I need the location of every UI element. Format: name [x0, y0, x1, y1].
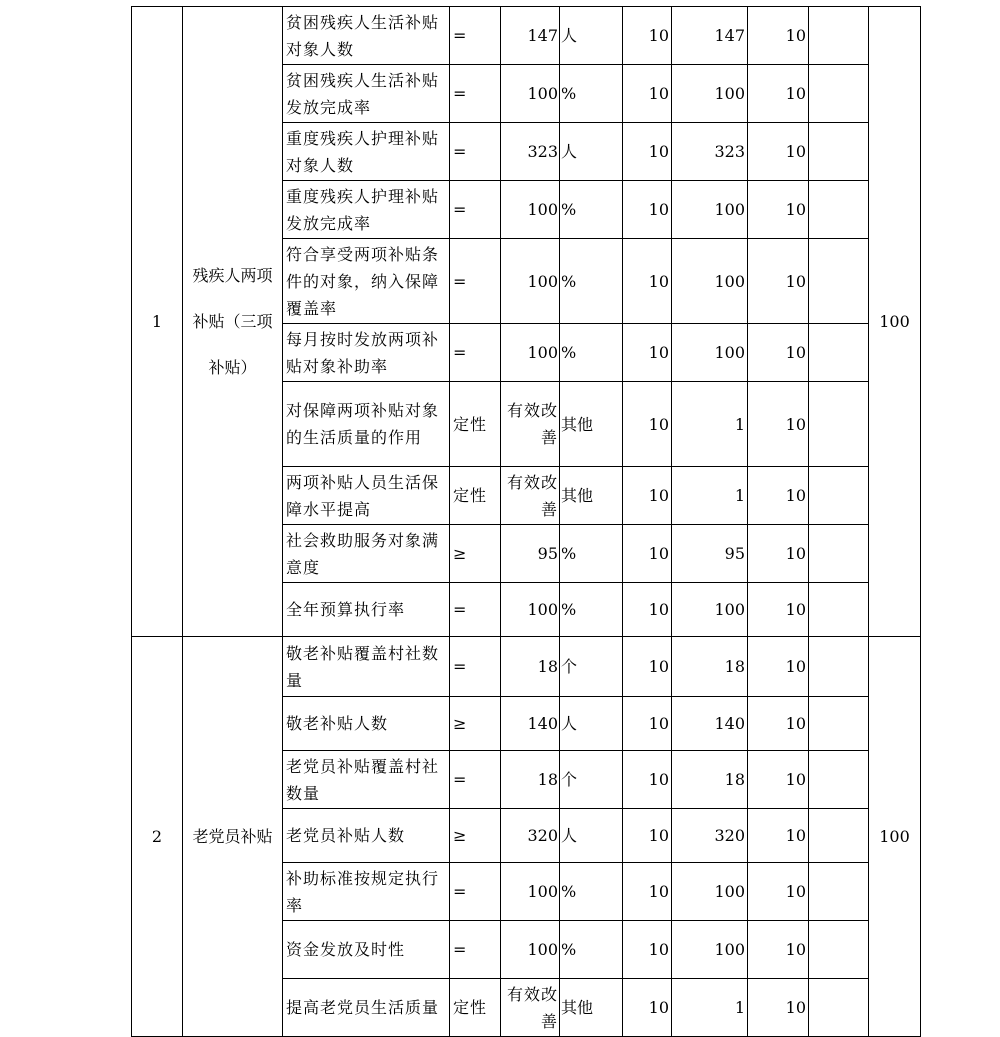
- target-value-cell: 147: [501, 7, 560, 65]
- score-cell: 10: [748, 382, 809, 467]
- weight-cell: 10: [623, 239, 672, 324]
- note-cell: [809, 583, 869, 637]
- performance-table: [131, 6, 921, 1037]
- row-number-cell: 1: [132, 7, 183, 637]
- weight-cell: 10: [623, 181, 672, 239]
- score-cell: 10: [748, 921, 809, 979]
- operator-cell: =: [450, 863, 501, 921]
- note-cell: [809, 65, 869, 123]
- indicator-cell: 符合享受两项补贴条件的对象，纳入保障覆盖率: [283, 239, 450, 324]
- target-value-cell: 320: [501, 809, 560, 863]
- operator-cell: =: [450, 123, 501, 181]
- score-cell: 10: [748, 7, 809, 65]
- weight-cell: 10: [623, 863, 672, 921]
- actual-value-cell: 100: [672, 181, 748, 239]
- score-cell: 10: [748, 697, 809, 751]
- actual-value-cell: 320: [672, 809, 748, 863]
- score-cell: 10: [748, 583, 809, 637]
- target-value-cell: 有效改善: [501, 467, 560, 525]
- actual-value-cell: 18: [672, 751, 748, 809]
- target-value-cell: 有效改善: [501, 382, 560, 467]
- unit-cell: %: [560, 583, 623, 637]
- indicator-cell: 社会救助服务对象满意度: [283, 525, 450, 583]
- indicator-cell: 提高老党员生活质量: [283, 979, 450, 1037]
- actual-value-cell: 1: [672, 979, 748, 1037]
- unit-cell: %: [560, 65, 623, 123]
- actual-value-cell: 100: [672, 863, 748, 921]
- indicator-cell: 全年预算执行率: [283, 583, 450, 637]
- score-cell: 10: [748, 751, 809, 809]
- note-cell: [809, 525, 869, 583]
- note-cell: [809, 697, 869, 751]
- operator-cell: ≥: [450, 697, 501, 751]
- actual-value-cell: 100: [672, 583, 748, 637]
- indicator-cell: 两项补贴人员生活保障水平提高: [283, 467, 450, 525]
- indicator-cell: 敬老补贴覆盖村社数量: [283, 637, 450, 697]
- project-name-cell: 残疾人两项补贴（三项补贴）: [183, 7, 283, 637]
- target-value-cell: 有效改善: [501, 979, 560, 1037]
- operator-cell: ≥: [450, 809, 501, 863]
- score-cell: 10: [748, 467, 809, 525]
- actual-value-cell: 100: [672, 239, 748, 324]
- weight-cell: 10: [623, 467, 672, 525]
- target-value-cell: 18: [501, 751, 560, 809]
- unit-cell: 其他: [560, 467, 623, 525]
- target-value-cell: 100: [501, 921, 560, 979]
- operator-cell: ≥: [450, 525, 501, 583]
- unit-cell: %: [560, 921, 623, 979]
- operator-cell: =: [450, 751, 501, 809]
- indicator-cell: 资金发放及时性: [283, 921, 450, 979]
- target-value-cell: 95: [501, 525, 560, 583]
- operator-cell: =: [450, 65, 501, 123]
- score-cell: 10: [748, 65, 809, 123]
- indicator-cell: 补助标准按规定执行率: [283, 863, 450, 921]
- actual-value-cell: 323: [672, 123, 748, 181]
- indicator-cell: 老党员补贴覆盖村社数量: [283, 751, 450, 809]
- table-row: [132, 7, 921, 65]
- operator-cell: =: [450, 7, 501, 65]
- unit-cell: %: [560, 525, 623, 583]
- operator-cell: 定性: [450, 467, 501, 525]
- score-cell: 10: [748, 979, 809, 1037]
- operator-cell: =: [450, 921, 501, 979]
- score-cell: 10: [748, 123, 809, 181]
- operator-cell: 定性: [450, 979, 501, 1037]
- note-cell: [809, 467, 869, 525]
- actual-value-cell: 100: [672, 65, 748, 123]
- actual-value-cell: 100: [672, 921, 748, 979]
- target-value-cell: 100: [501, 181, 560, 239]
- note-cell: [809, 181, 869, 239]
- note-cell: [809, 863, 869, 921]
- weight-cell: 10: [623, 751, 672, 809]
- unit-cell: 人: [560, 123, 623, 181]
- target-value-cell: 140: [501, 697, 560, 751]
- note-cell: [809, 979, 869, 1037]
- note-cell: [809, 7, 869, 65]
- target-value-cell: 100: [501, 239, 560, 324]
- score-cell: 10: [748, 239, 809, 324]
- note-cell: [809, 123, 869, 181]
- unit-cell: %: [560, 324, 623, 382]
- unit-cell: 人: [560, 809, 623, 863]
- indicator-cell: 重度残疾人护理补贴发放完成率: [283, 181, 450, 239]
- weight-cell: 10: [623, 637, 672, 697]
- indicator-cell: 贫困残疾人生活补贴发放完成率: [283, 65, 450, 123]
- weight-cell: 10: [623, 123, 672, 181]
- note-cell: [809, 809, 869, 863]
- note-cell: [809, 324, 869, 382]
- actual-value-cell: 140: [672, 697, 748, 751]
- table-row: [132, 637, 921, 697]
- unit-cell: 其他: [560, 382, 623, 467]
- unit-cell: 个: [560, 637, 623, 697]
- unit-cell: 个: [560, 751, 623, 809]
- total-score-cell: 100: [869, 637, 921, 1037]
- target-value-cell: 100: [501, 863, 560, 921]
- weight-cell: 10: [623, 382, 672, 467]
- operator-cell: =: [450, 239, 501, 324]
- operator-cell: 定性: [450, 382, 501, 467]
- row-number-cell: 2: [132, 637, 183, 1037]
- weight-cell: 10: [623, 583, 672, 637]
- total-score-cell: 100: [869, 7, 921, 637]
- score-cell: 10: [748, 809, 809, 863]
- operator-cell: =: [450, 181, 501, 239]
- indicator-cell: 老党员补贴人数: [283, 809, 450, 863]
- actual-value-cell: 147: [672, 7, 748, 65]
- weight-cell: 10: [623, 979, 672, 1037]
- actual-value-cell: 18: [672, 637, 748, 697]
- target-value-cell: 100: [501, 65, 560, 123]
- note-cell: [809, 921, 869, 979]
- unit-cell: %: [560, 181, 623, 239]
- table-body: [132, 7, 921, 1037]
- weight-cell: 10: [623, 324, 672, 382]
- actual-value-cell: 1: [672, 467, 748, 525]
- target-value-cell: 18: [501, 637, 560, 697]
- score-cell: 10: [748, 324, 809, 382]
- unit-cell: 其他: [560, 979, 623, 1037]
- unit-cell: 人: [560, 7, 623, 65]
- target-value-cell: 100: [501, 324, 560, 382]
- indicator-cell: 重度残疾人护理补贴对象人数: [283, 123, 450, 181]
- indicator-cell: 对保障两项补贴对象的生活质量的作用: [283, 382, 450, 467]
- indicator-cell: 贫困残疾人生活补贴对象人数: [283, 7, 450, 65]
- actual-value-cell: 1: [672, 382, 748, 467]
- target-value-cell: 100: [501, 583, 560, 637]
- weight-cell: 10: [623, 809, 672, 863]
- indicator-cell: 敬老补贴人数: [283, 697, 450, 751]
- project-name-cell: 老党员补贴: [183, 637, 283, 1037]
- note-cell: [809, 239, 869, 324]
- weight-cell: 10: [623, 697, 672, 751]
- indicator-cell: 每月按时发放两项补贴对象补助率: [283, 324, 450, 382]
- score-cell: 10: [748, 525, 809, 583]
- score-cell: 10: [748, 637, 809, 697]
- operator-cell: =: [450, 637, 501, 697]
- score-cell: 10: [748, 181, 809, 239]
- unit-cell: %: [560, 863, 623, 921]
- note-cell: [809, 751, 869, 809]
- operator-cell: =: [450, 324, 501, 382]
- unit-cell: 人: [560, 697, 623, 751]
- note-cell: [809, 637, 869, 697]
- operator-cell: =: [450, 583, 501, 637]
- weight-cell: 10: [623, 525, 672, 583]
- actual-value-cell: 100: [672, 324, 748, 382]
- weight-cell: 10: [623, 921, 672, 979]
- actual-value-cell: 95: [672, 525, 748, 583]
- unit-cell: %: [560, 239, 623, 324]
- weight-cell: 10: [623, 7, 672, 65]
- score-cell: 10: [748, 863, 809, 921]
- note-cell: [809, 382, 869, 467]
- target-value-cell: 323: [501, 123, 560, 181]
- weight-cell: 10: [623, 65, 672, 123]
